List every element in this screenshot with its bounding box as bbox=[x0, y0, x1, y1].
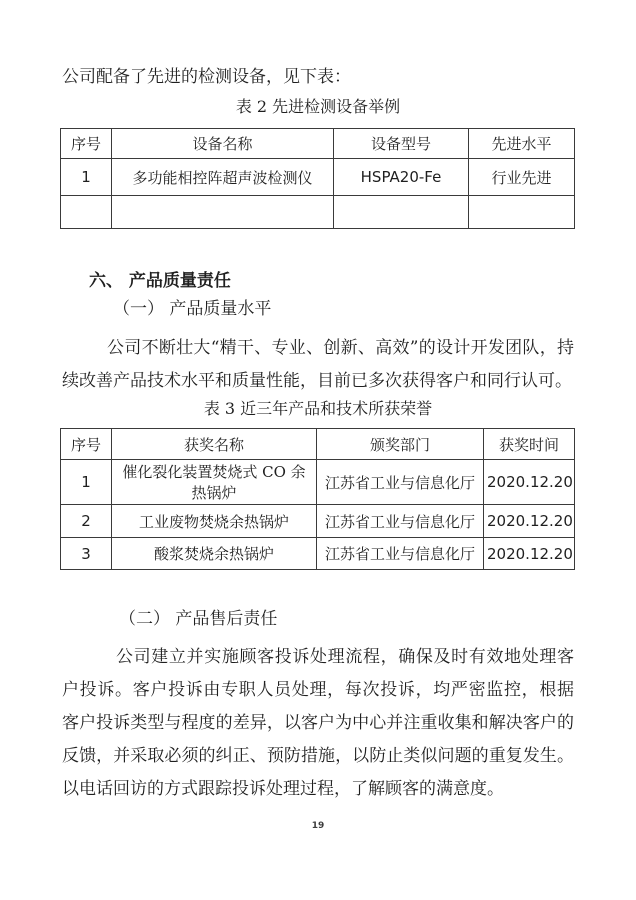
equipment-table-caption: 表 2 先进检测设备举例 bbox=[235, 97, 401, 116]
cell-award-name: 工业废物焚烧余热锅炉 bbox=[112, 505, 317, 538]
cell-device-name bbox=[112, 196, 334, 229]
quality-level-paragraph bbox=[62, 332, 574, 398]
paragraph-line: 户投诉。客户投诉由专职人员处理，每次投诉，均严密监控，根据 bbox=[62, 680, 574, 700]
table-row bbox=[61, 159, 575, 196]
page-number: 19 bbox=[311, 821, 325, 831]
intro-text: 公司配备了先进的检测设备，见下表： bbox=[62, 67, 351, 87]
paragraph-line: 以电话回访的方式跟踪投诉处理过程，了解顾客的满意度。 bbox=[62, 779, 504, 799]
header-cell-award-date: 获奖时间 bbox=[484, 429, 575, 460]
header-cell-advanced-level: 先进水平 bbox=[469, 129, 575, 159]
intro-paragraph bbox=[62, 64, 574, 90]
cell-device-model: HSPA20-Fe bbox=[334, 159, 469, 196]
header-cell-device-name: 设备名称 bbox=[112, 129, 334, 159]
cell-advanced-level: 行业先进 bbox=[469, 159, 575, 196]
cell-award-name: 催化裂化装置焚烧式 CO 余热锅炉 bbox=[112, 460, 317, 505]
paragraph-line: 公司不断壮大“精干、专业、创新、高效”的设计开发团队，持 bbox=[107, 338, 574, 358]
subsection-one-title: （一） 产品质量水平 bbox=[113, 299, 272, 319]
header-cell-award-name: 获奖名称 bbox=[112, 429, 317, 460]
paragraph-line: 续改善产品技术水平和质量性能，目前已多次获得客户和同行认可。 bbox=[62, 371, 572, 391]
cell-seq: 3 bbox=[61, 538, 112, 570]
section-heading: 六、 产品质量责任 bbox=[89, 271, 231, 291]
cell-award-date: 2020.12.20 bbox=[484, 505, 575, 538]
awards-table-caption: 表 3 近三年产品和技术所获荣誉 bbox=[203, 399, 433, 418]
subsection-two-title: （二） 产品售后责任 bbox=[119, 609, 278, 629]
after-sales-paragraph bbox=[62, 641, 574, 806]
cell-award-date: 2020.12.20 bbox=[484, 460, 575, 505]
awards-table-header-row bbox=[61, 429, 575, 460]
equipment-table bbox=[60, 128, 575, 229]
awards-table bbox=[60, 428, 575, 570]
paragraph-line: 客户投诉类型与程度的差异，以客户为中心并注重收集和解决客户的 bbox=[62, 713, 574, 733]
paragraph-line: 公司建立并实施顾客投诉处理流程，确保及时有效地处理客 bbox=[116, 647, 574, 667]
header-cell-award-department: 颁奖部门 bbox=[317, 429, 484, 460]
cell-seq: 2 bbox=[61, 505, 112, 538]
cell-seq: 1 bbox=[61, 159, 112, 196]
cell-award-department: 江苏省工业与信息化厅 bbox=[317, 460, 484, 505]
cell-device-name: 多功能相控阵超声波检测仪 bbox=[112, 159, 334, 196]
cell-award-department: 江苏省工业与信息化厅 bbox=[317, 538, 484, 570]
cell-advanced-level bbox=[469, 196, 575, 229]
equipment-table-header-row bbox=[61, 129, 575, 159]
cell-award-date: 2020.12.20 bbox=[484, 538, 575, 570]
cell-device-model bbox=[334, 196, 469, 229]
cell-seq: 1 bbox=[61, 460, 112, 505]
paragraph-line: 反馈，并采取必须的纠正、预防措施，以防止类似问题的重复发生。 bbox=[62, 746, 574, 766]
table-row-empty bbox=[61, 196, 575, 229]
cell-award-department: 江苏省工业与信息化厅 bbox=[317, 505, 484, 538]
header-cell-seq: 序号 bbox=[61, 429, 112, 460]
table-row bbox=[61, 505, 575, 538]
cell-seq bbox=[61, 196, 112, 229]
header-cell-seq: 序号 bbox=[61, 129, 112, 159]
cell-award-name: 酸浆焚烧余热锅炉 bbox=[112, 538, 317, 570]
table-row bbox=[61, 538, 575, 570]
header-cell-device-model: 设备型号 bbox=[334, 129, 469, 159]
table-row bbox=[61, 460, 575, 505]
